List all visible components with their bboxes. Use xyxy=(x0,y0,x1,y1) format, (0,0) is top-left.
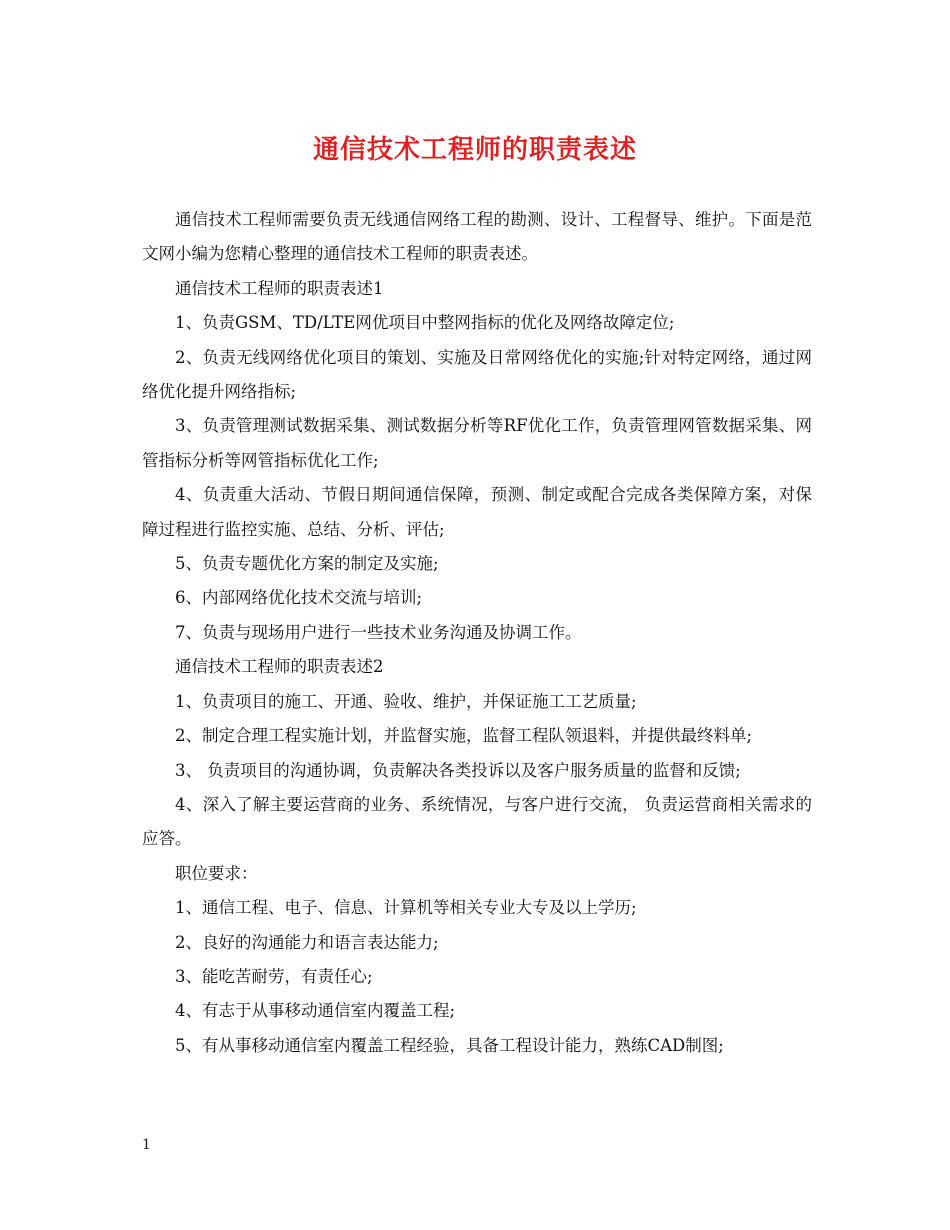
duty-item: 1、负责项目的施工、开通、验收、维护，并保证施工工艺质量; xyxy=(175,691,637,711)
duty-item: 3、 负责项目的沟通协调，负责解决各类投诉以及客户服务质量的监督和反馈; xyxy=(175,760,741,780)
requirement-item: 1、通信工程、电子、信息、计算机等相关专业大专及以上学历; xyxy=(175,898,637,918)
requirement-item: 4、有志于从事移动通信室内覆盖工程; xyxy=(175,1001,456,1021)
section-heading-1: 通信技术工程师的职责表述1 xyxy=(175,278,384,298)
duty-item: 2、制定合理工程实施计划，并监督实施，监督工程队领退料，并提供最终料单; xyxy=(175,726,753,746)
duty-item: 1、负责GSM、TD/LTE网优项目中整网指标的优化及网络故障定位; xyxy=(175,313,675,333)
duty-item: 2、负责无线网络优化项目的策划、实施及日常网络优化的实施;针对特定网络，通过网络优化提升网络指标; xyxy=(142,347,812,402)
duty-item: 4、深入了解主要运营商的业务、系统情况，与客户进行交流， 负责运营商相关需求的应答。 xyxy=(142,794,812,849)
requirement-item: 5、有从事移动通信室内覆盖工程经验，具备工程设计能力，熟练CAD制图; xyxy=(175,1035,724,1055)
requirement-item: 3、能吃苦耐劳，有责任心; xyxy=(175,966,373,986)
section-heading-2: 通信技术工程师的职责表述2 xyxy=(175,657,384,677)
duty-item: 7、负责与现场用户进行一些技术业务沟通及协调工作。 xyxy=(175,622,582,642)
document-title: 通信技术工程师的职责表述 xyxy=(312,135,637,165)
duty-item: 5、负责专题优化方案的制定及实施; xyxy=(175,554,439,574)
duty-item: 3、负责管理测试数据采集、测试数据分析等RF优化工作，负责管理网管数据采集、网管指标分析等网管指标优化工作; xyxy=(142,416,812,470)
page-number: 1 xyxy=(142,1137,151,1153)
requirement-item: 2、良好的沟通能力和语言表达能力; xyxy=(175,932,439,952)
requirements-heading: 职位要求： xyxy=(175,863,258,883)
duty-item: 6、内部网络优化技术交流与培训; xyxy=(175,588,423,608)
intro-paragraph: 通信技术工程师需要负责无线通信网络工程的勘测、设计、工程督导、维护。下面是范文网小编为您精心整理的通信技术工程师的职责表述。 xyxy=(142,210,812,264)
document-body xyxy=(142,203,812,1063)
duty-item: 4、负责重大活动、节假日期间通信保障，预测、制定或配合完成各类保障方案，对保障过程进行监控实施、总结、分析、评估; xyxy=(142,485,812,539)
